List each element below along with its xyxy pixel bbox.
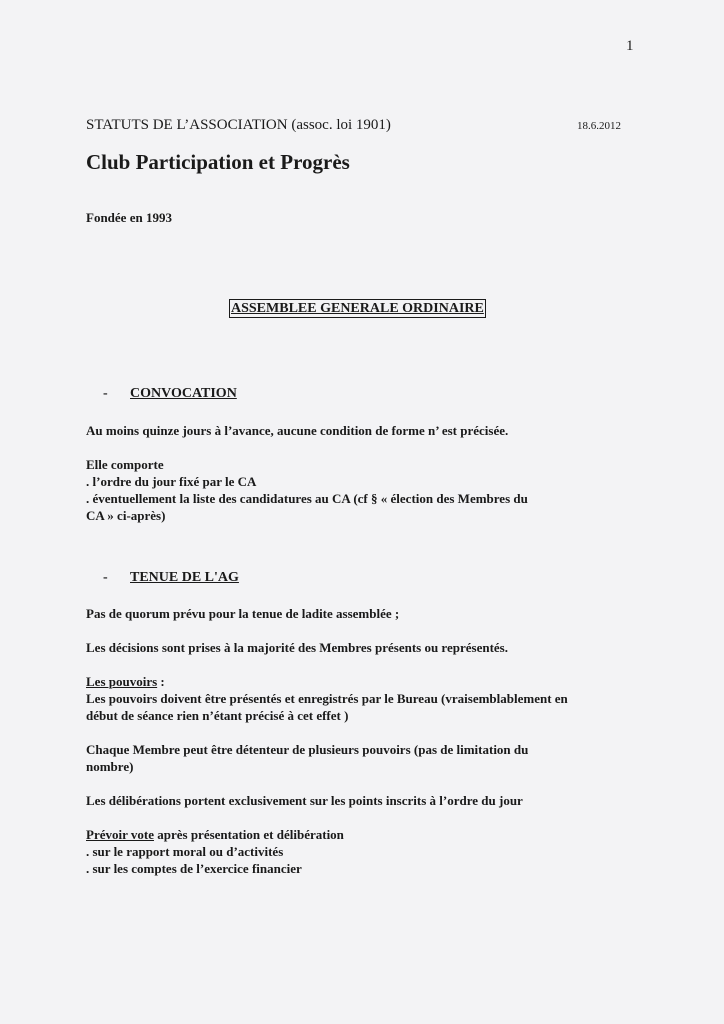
deliberations-paragraph: Les délibérations portent exclusivement sur les points inscrits à l’ordre du jour (86, 793, 523, 808)
vote-label: Prévoir vote (86, 827, 154, 842)
tenue-heading (103, 570, 239, 586)
tenue-decisions-paragraph: Les décisions sont prises à la majorité des Membres présents ou représentés. (86, 640, 508, 655)
chaque-membre-line-2: nombre) (86, 759, 134, 774)
convocation-item-2-line-2: CA » ci-après) (86, 508, 166, 523)
vote-rest: après présentation et délibération (153, 827, 344, 842)
heading-dash: - (103, 386, 108, 401)
convocation-item-2-line-1: . éventuellement la liste des candidatures au CA (cf § « élection des Membres du (86, 491, 528, 506)
heading-dash: - (103, 570, 108, 585)
vote-heading (86, 826, 344, 843)
pouvoirs-line-2: début de séance rien n’étant précisé à cet effet ) (86, 708, 349, 723)
convocation-comporte: Elle comporte (86, 457, 164, 472)
vote-item-1: . sur le rapport moral ou d’activités (86, 844, 284, 859)
section-title: ASSEMBLEE GENERALE ORDINAIRE (231, 301, 484, 316)
club-title: Club Participation et Progrès (86, 150, 350, 174)
pouvoirs-heading (86, 673, 165, 690)
convocation-heading-label: CONVOCATION (130, 386, 237, 401)
statuts-heading: STATUTS DE L’ASSOCIATION (assoc. loi 1901) (86, 117, 391, 133)
convocation-heading (103, 386, 237, 402)
pouvoirs-line-1: Les pouvoirs doivent être présentés et enregistrés par le Bureau (vraisemblablement en (86, 691, 568, 706)
page-number: 1 (626, 38, 634, 54)
convocation-item-1: . l’ordre du jour fixé par le CA (86, 474, 257, 489)
convocation-paragraph: Au moins quinze jours à l’avance, aucune condition de forme n’ est précisée. (86, 423, 509, 438)
chaque-membre-line-1: Chaque Membre peut être détenteur de plusieurs pouvoirs (pas de limitation du (86, 742, 529, 757)
pouvoirs-colon: : (157, 674, 165, 689)
section-title-box (229, 299, 486, 318)
founded-year: Fondée en 1993 (86, 210, 172, 225)
tenue-heading-label: TENUE DE L'AG (130, 570, 239, 585)
document-date: 18.6.2012 (577, 120, 621, 132)
tenue-quorum-paragraph: Pas de quorum prévu pour la tenue de ladite assemblée ; (86, 606, 400, 621)
pouvoirs-label: Les pouvoirs (86, 674, 158, 689)
vote-item-2: . sur les comptes de l’exercice financier (86, 861, 302, 876)
